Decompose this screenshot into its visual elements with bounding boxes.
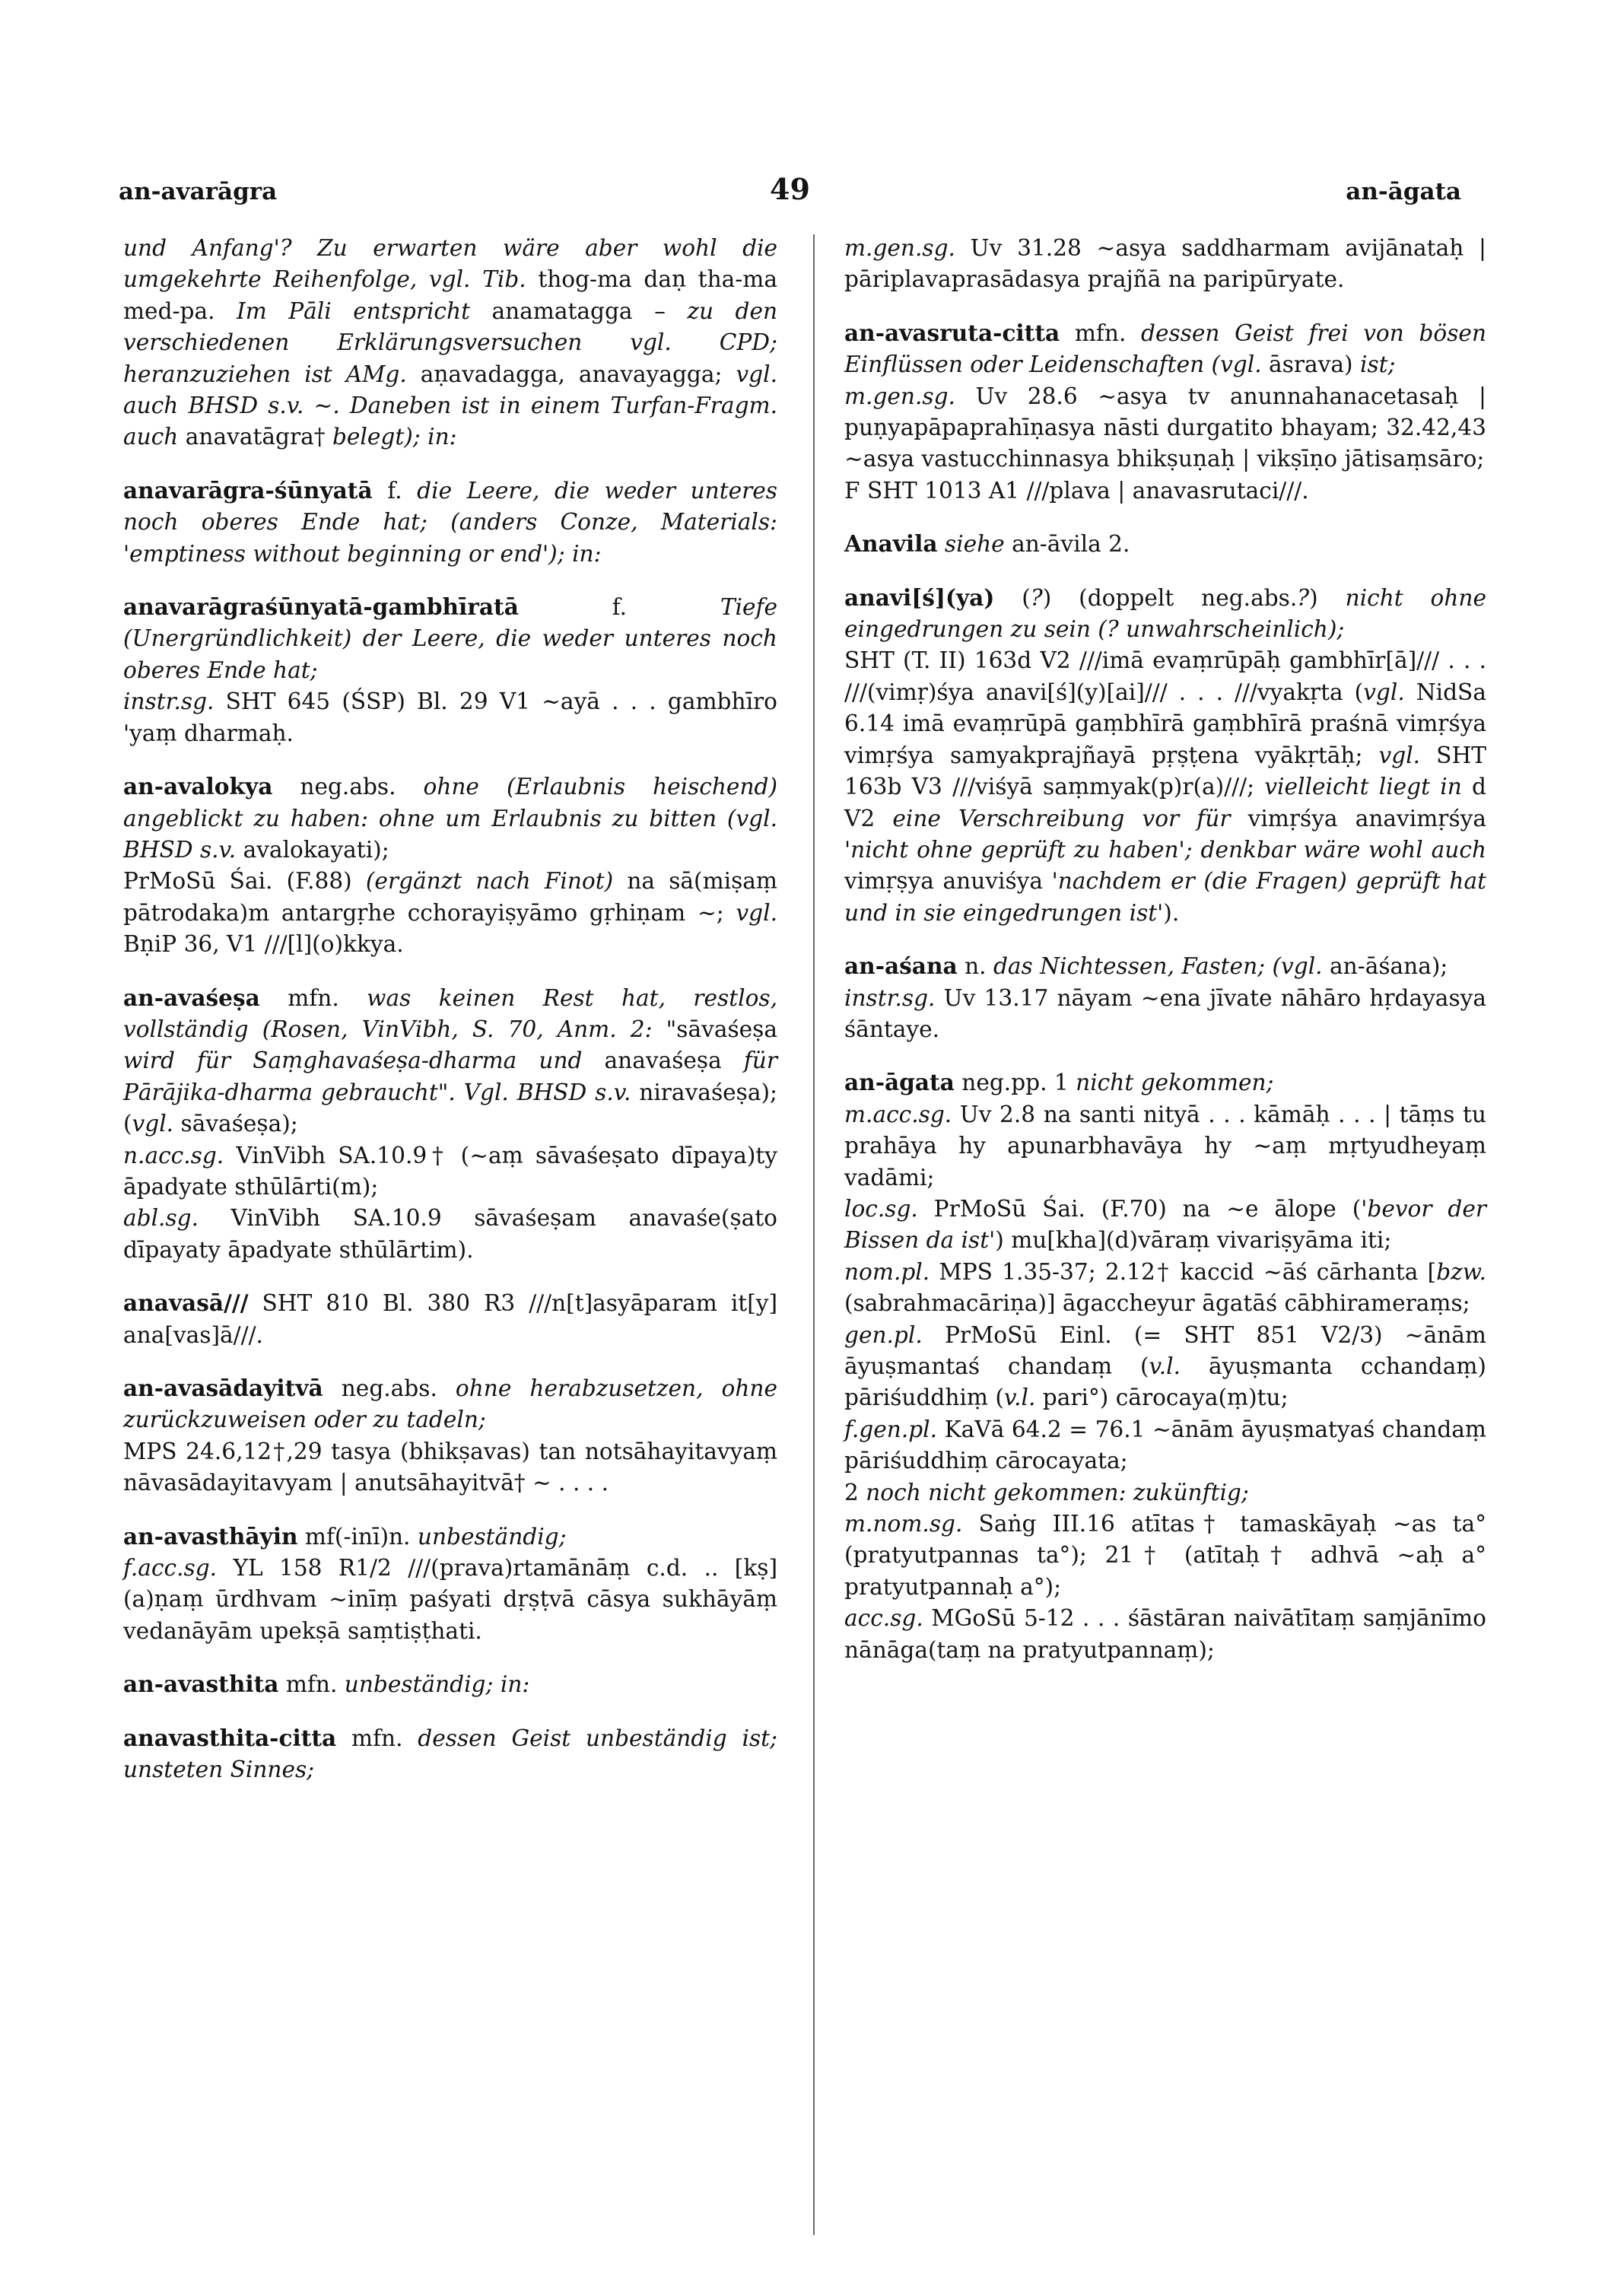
italic-text: vgl. — [132, 1111, 174, 1137]
body-text: mfn. — [259, 984, 367, 1011]
body-text: ) (doppelt neg.abs. — [1042, 584, 1298, 611]
italic-text: das Nichtessen, Fasten; (vgl. — [993, 953, 1323, 980]
body-text: vimṛṣya anuviśya ' — [844, 868, 1058, 895]
italic-text: Tiefe (Unergründlichkeit) der Leere, die weder unteres noch oberes Ende hat; — [123, 594, 777, 683]
italic-text: bevor der Bissen da ist — [844, 1195, 1486, 1254]
body-text: mf(-inī)n. — [297, 1523, 418, 1550]
body-text: NidSa 6.14 imā evaṃrūpā gaṃbhīrā gaṃbhīrā praśnā vimṛśya vimṛśya samyakprajñayā pṛṣṭena vyākṛtāḥ; — [844, 679, 1486, 768]
dictionary-entry — [844, 582, 1486, 646]
italic-text: nachdem er (die Fragen) geprüft hat und in sie eingedrungen ist — [844, 868, 1486, 926]
entry-citation — [123, 866, 777, 960]
dictionary-entry — [123, 1287, 777, 1351]
running-header — [119, 172, 1461, 211]
italic-text: (ergänzt nach Finot) — [365, 868, 614, 895]
italic-text: eine Verschreibung vor für — [892, 805, 1231, 831]
entry-citation — [123, 1140, 777, 1203]
entry-citation — [123, 1203, 777, 1266]
italic-text: ? — [1030, 584, 1043, 611]
entry-citation — [844, 381, 1486, 475]
body-text: d V2 — [844, 774, 1486, 831]
header-left-guideword: an-avarāgra — [119, 178, 278, 205]
italic-text: belegt); in: — [332, 424, 457, 450]
body-text: Uv 2.8 na santi nityā . . . kāmāḥ . . . | tāṃs tu prahāya hy apunarbhavāya hy ~aṃ mṛtyudheyaṃ vadāmi; — [844, 1101, 1486, 1191]
italic-text: f.gen.pl. — [844, 1416, 938, 1442]
italic-text: dessen Geist unbeständig ist; unsteten Sinnes; — [123, 1725, 777, 1783]
body-text: Uv 28.6 ~asya tv anunnahanacetasaḥ | puṇyapāpaprahīṇasya nāsti durgatito bhayam; 32.42,43 ~asya vastucchinnasya bhikṣuṇaḥ | vikṣīṇo jātisaṃsāro; — [844, 383, 1486, 472]
italic-text: noch nicht gekommen: zukünftig; — [866, 1479, 1249, 1505]
body-text: (sabrahmacāriṇa)] āgaccheyur āgatāś cābhirameraṃs; — [844, 1290, 1470, 1317]
body-text: VinVibh SA.10.9† (~aṃ sāvaśeṣato dīpaya)ty āpadyate sthūlārti(m); — [123, 1142, 777, 1200]
body-text: na sā(miṣaṃ pātrodaka)m antargṛhe cchorayiṣyāmo gṛhiṇam ~; — [123, 868, 777, 926]
italic-text: Im Pāli entspricht — [237, 297, 470, 324]
italic-text: ? — [1297, 584, 1310, 611]
entry-citation — [844, 1320, 1486, 1414]
dictionary-entry — [123, 591, 777, 686]
headword: anavarāgraśūnyatā-gambhīratā — [123, 593, 519, 621]
italic-text: m.acc.sg. — [844, 1101, 952, 1127]
body-text: SHT (T. II) 163d V2 ///imā evaṃrūpāḥ gambhīr[ā]/// . . . ///(vimṛ)śya anavi[ś](y)[ai]/// . . . ///vyakṛta ( — [844, 647, 1486, 705]
entry-citation — [844, 983, 1486, 1046]
body-text: Saṅg III.16 atītas† tamaskāyaḥ ~as ta° (pratyutpannas ta°); 21† (atītaḥ† adhvā ~aḥ a° pratyutpannaḥ a°); — [844, 1511, 1486, 1600]
body-text: an-āśana); — [1322, 953, 1448, 980]
headword: anavasā/// — [123, 1289, 249, 1317]
headword: an-aśana — [844, 952, 958, 980]
entry-citation — [844, 645, 1486, 929]
italic-text: und Anfang'? Zu erwarten wäre aber wohl die umgekehrte Reihenfolge, vgl. Tib. — [123, 235, 777, 293]
body-text: avalokayati); — [236, 836, 389, 863]
body-text: VinVibh SA.10.9 sāvaśeṣam anavaśe(ṣato dīpayaty āpadyate sthūlārtim). — [123, 1205, 777, 1263]
entry-citation — [123, 686, 777, 749]
dictionary-entry — [844, 528, 1486, 560]
entry-citation — [844, 1099, 1486, 1194]
italic-text: loc.sg. — [844, 1195, 918, 1222]
italic-text: dessen Geist frei von bösen Einflüssen oder Leidenschaften (vgl. — [844, 320, 1486, 378]
body-text: MPS 1.35-37; 2.12† kaccid ~āś cārhanta [ — [930, 1258, 1437, 1285]
header-right-guideword: an-āgata — [1346, 178, 1461, 205]
entry-citation — [844, 475, 1486, 507]
body-text: neg.abs. — [323, 1375, 456, 1401]
dictionary-entry — [844, 950, 1486, 982]
body-text: PrMoSū Śai. (F.70) na ~e ālope (' — [917, 1195, 1368, 1222]
body-text: Uv 13.17 nāyam ~ena jīvate nāhāro hṛdayasya śāntaye. — [844, 984, 1486, 1042]
italic-text: nom.pl. — [844, 1258, 930, 1285]
headword: Anavila — [844, 530, 938, 558]
italic-text: instr.sg. — [844, 984, 936, 1011]
body-text: MPS 24.6,12†,29 tasya (bhikṣavas) tan notsāhayitavyaṃ nāvasādayitavyam | anutsāhayitvā† ~ . . . . — [123, 1438, 777, 1496]
body-text: mfn. — [1060, 320, 1142, 346]
italic-text: m.nom.sg. — [844, 1511, 963, 1537]
body-text: f. — [372, 477, 418, 504]
italic-text: unbeständig; — [417, 1523, 567, 1550]
body-text: niravaśeṣa); ( — [123, 1079, 777, 1137]
body-text: pari°) cārocaya(ṃ)tu; — [1035, 1385, 1289, 1411]
italic-text: ohne (Erlaubnis heischend) angeblickt zu haben: ohne um Erlaubnis zu bitten (vgl. BHSD s.v. — [123, 774, 777, 863]
body-text: YL 158 R1/2 ///(prava)rtamānāṃ c.d. .. [kṣ](a)ṇaṃ ūrdhvam ~inīṃ paśyati dṛṣṭvā cāsya sukhāyāṃ vedanāyām upekṣā saṃtiṣṭhati. — [123, 1555, 777, 1644]
body-text: mfn. — [336, 1725, 418, 1751]
italic-text: m.gen.sg. — [844, 235, 955, 261]
body-text: SHT 163b V3 ///viśyā saṃmyak(p)r(a)///; — [844, 742, 1486, 800]
body-text: SHT 810 Bl. 380 R3 ///n[t]asyāparam it[y] ana[vas]ā///. — [123, 1290, 777, 1348]
entry-citation — [844, 1509, 1486, 1603]
italic-text: zu den verschiedenen Erklärungsversuchen vgl. CPD; heranzuziehen ist AMg. — [123, 297, 778, 387]
body-text: KaVā 64.2 = 76.1 ~ānām āyuṣmatyaś chandaṃ pāriśuddhiṃ cārocayata; — [844, 1416, 1486, 1474]
body-text: aṇavadagga, anavayagga; — [406, 361, 736, 387]
body-text: PrMoSū Einl. (= SHT 851 V2/3) ~ānām āyuṣmantaś chandaṃ ( — [844, 1321, 1486, 1379]
italic-text: n.acc.sg. — [123, 1142, 224, 1168]
headword: an-avasthāyin — [123, 1522, 298, 1550]
right-column — [844, 233, 1486, 1666]
body-text: thog-ma daṇ tha-ma med-pa. — [123, 266, 777, 324]
entry-citation — [844, 1477, 1486, 1509]
italic-text: was keinen Rest hat, restlos, vollständig (Rosen, VinVibh, S. 70, Anm. 2: " — [123, 984, 778, 1042]
body-text: '). — [1157, 899, 1180, 926]
left-column — [123, 233, 777, 1785]
italic-text: abl.sg. — [123, 1205, 199, 1232]
italic-text: vgl. auch BHSD s.v. ~. Daneben ist in einem Turfan-Fragm. auch — [123, 361, 777, 450]
body-text: n. — [957, 953, 993, 980]
dictionary-entry — [844, 317, 1486, 381]
body-text: mfn. — [278, 1671, 345, 1698]
headword: an-avasādayitvā — [123, 1375, 323, 1401]
headword: anavi[ś](ya) — [844, 583, 995, 611]
dictionary-entry — [123, 1722, 777, 1786]
italic-text: vielleicht liegt in — [1264, 774, 1462, 800]
italic-text: v.l. — [1003, 1385, 1036, 1411]
italic-text: ohne herabzusetzen, ohne zurückzuweisen oder zu tadeln; — [123, 1375, 777, 1433]
italic-text: bzw. — [1436, 1258, 1486, 1285]
body-text: sāvaśeṣa — [676, 1016, 777, 1042]
body-text: āsrava) — [1261, 351, 1360, 378]
body-text: SHT 645 (ŚSP) Bl. 29 V1 ~ayā . . . gambhīro 'yaṃ dharmaḥ. — [123, 688, 777, 746]
entry-citation — [844, 233, 1486, 296]
headword: an-avasthita — [123, 1671, 279, 1698]
entry-citation — [123, 1553, 777, 1647]
headword: an-avalokya — [123, 773, 273, 800]
body-text: anavatāgra† — [178, 424, 332, 450]
body-text: MGoSū 5-12 . . . śāstāran naivātītaṃ saṃjānīmo nānāga(taṃ na pratyutpannaṃ); — [844, 1605, 1486, 1663]
italic-text: acc.sg. — [844, 1605, 923, 1632]
italic-text: vgl. — [1378, 742, 1421, 768]
italic-text: nicht ohne eingedrungen zu sein (? unwahrscheinlich); — [844, 584, 1487, 643]
entry-citation — [844, 1414, 1486, 1477]
body-text: PrMoSū Śai. (F.88) — [123, 868, 366, 895]
italic-text: unbeständig; in: — [344, 1671, 530, 1698]
italic-text: vgl. — [1363, 679, 1405, 705]
italic-text: siehe — [937, 531, 1005, 558]
italic-text: f.acc.sg. — [123, 1555, 218, 1582]
body-text: an-āvila 2. — [1004, 531, 1130, 558]
dictionary-entry — [123, 1668, 777, 1700]
dictionary-entry — [123, 1372, 777, 1436]
entry-citation — [123, 1436, 777, 1499]
italic-text: nicht ohne geprüft zu haben'; denkbar wäre wohl auch — [850, 836, 1486, 863]
body-text: neg.abs. — [272, 774, 424, 800]
dictionary-entry — [123, 982, 777, 1140]
dictionary-entry — [123, 1521, 777, 1553]
headword: anavasthita-citta — [123, 1724, 337, 1751]
italic-text: gen.pl. — [844, 1321, 923, 1348]
dictionary-entry — [844, 1067, 1486, 1098]
italic-text: für Pārājika-dharma gebraucht". Vgl. BHSD s.v. — [123, 1048, 777, 1105]
dictionary-entry — [123, 475, 777, 570]
body-text: neg.pp. 1 — [954, 1070, 1076, 1096]
body-text: ) — [1309, 584, 1346, 611]
headword: an-avasruta-citta — [844, 319, 1060, 346]
headword: anavarāgra-śūnyatā — [123, 476, 373, 504]
dictionary-entry — [123, 771, 777, 866]
italic-text: vgl. — [736, 899, 777, 926]
entry-citation — [844, 1194, 1486, 1257]
headword: an-avaśeṣa — [123, 984, 260, 1011]
body-text: anamatagga – — [469, 297, 688, 324]
italic-text: m.gen.sg. — [844, 383, 955, 409]
italic-text: instr.sg. — [123, 688, 215, 715]
body-text: ( — [994, 584, 1031, 611]
italic-text: v.l. — [1149, 1353, 1181, 1379]
body-text: ') mu[kha](d)vāraṃ vivariṣyāma iti; — [989, 1227, 1392, 1254]
body-text: Uv 31.28 ~asya saddharmam avijānataḥ | pāriplavaprasādasya prajñā na paripūryate. — [844, 235, 1486, 293]
headword: an-āgata — [844, 1069, 955, 1096]
body-text: f. — [518, 594, 720, 621]
entry-citation — [123, 233, 777, 453]
body-text: F SHT 1013 A1 ///plava | anavasrutaci///. — [844, 477, 1309, 504]
body-text: vimṛśya anavimṛśya ' — [844, 805, 1486, 863]
italic-text: wird für Saṃghavaśeṣa-dharma und — [123, 1048, 605, 1074]
italic-text: nicht gekommen; — [1076, 1070, 1274, 1096]
italic-text: die Leere, die weder unteres noch oberes Ende hat; (anders Conze, Materials: 'emptiness without beginning or end'); in: — [123, 477, 777, 567]
body-text: BṇiP 36, V1 ///[l](o)kkya. — [123, 931, 404, 958]
body-text: āyuṣmanta cchandaṃ) pāriśuddhiṃ ( — [844, 1353, 1486, 1411]
italic-text: ist; — [1359, 351, 1396, 378]
body-text: sāvaśeṣa); — [173, 1111, 298, 1137]
column-divider — [813, 234, 815, 2235]
entry-citation — [844, 1257, 1486, 1320]
body-text: anavaśeṣa — [604, 1048, 722, 1074]
body-text: 2 — [844, 1479, 866, 1505]
page-number: 49 — [770, 172, 810, 206]
entry-citation — [844, 1603, 1486, 1666]
